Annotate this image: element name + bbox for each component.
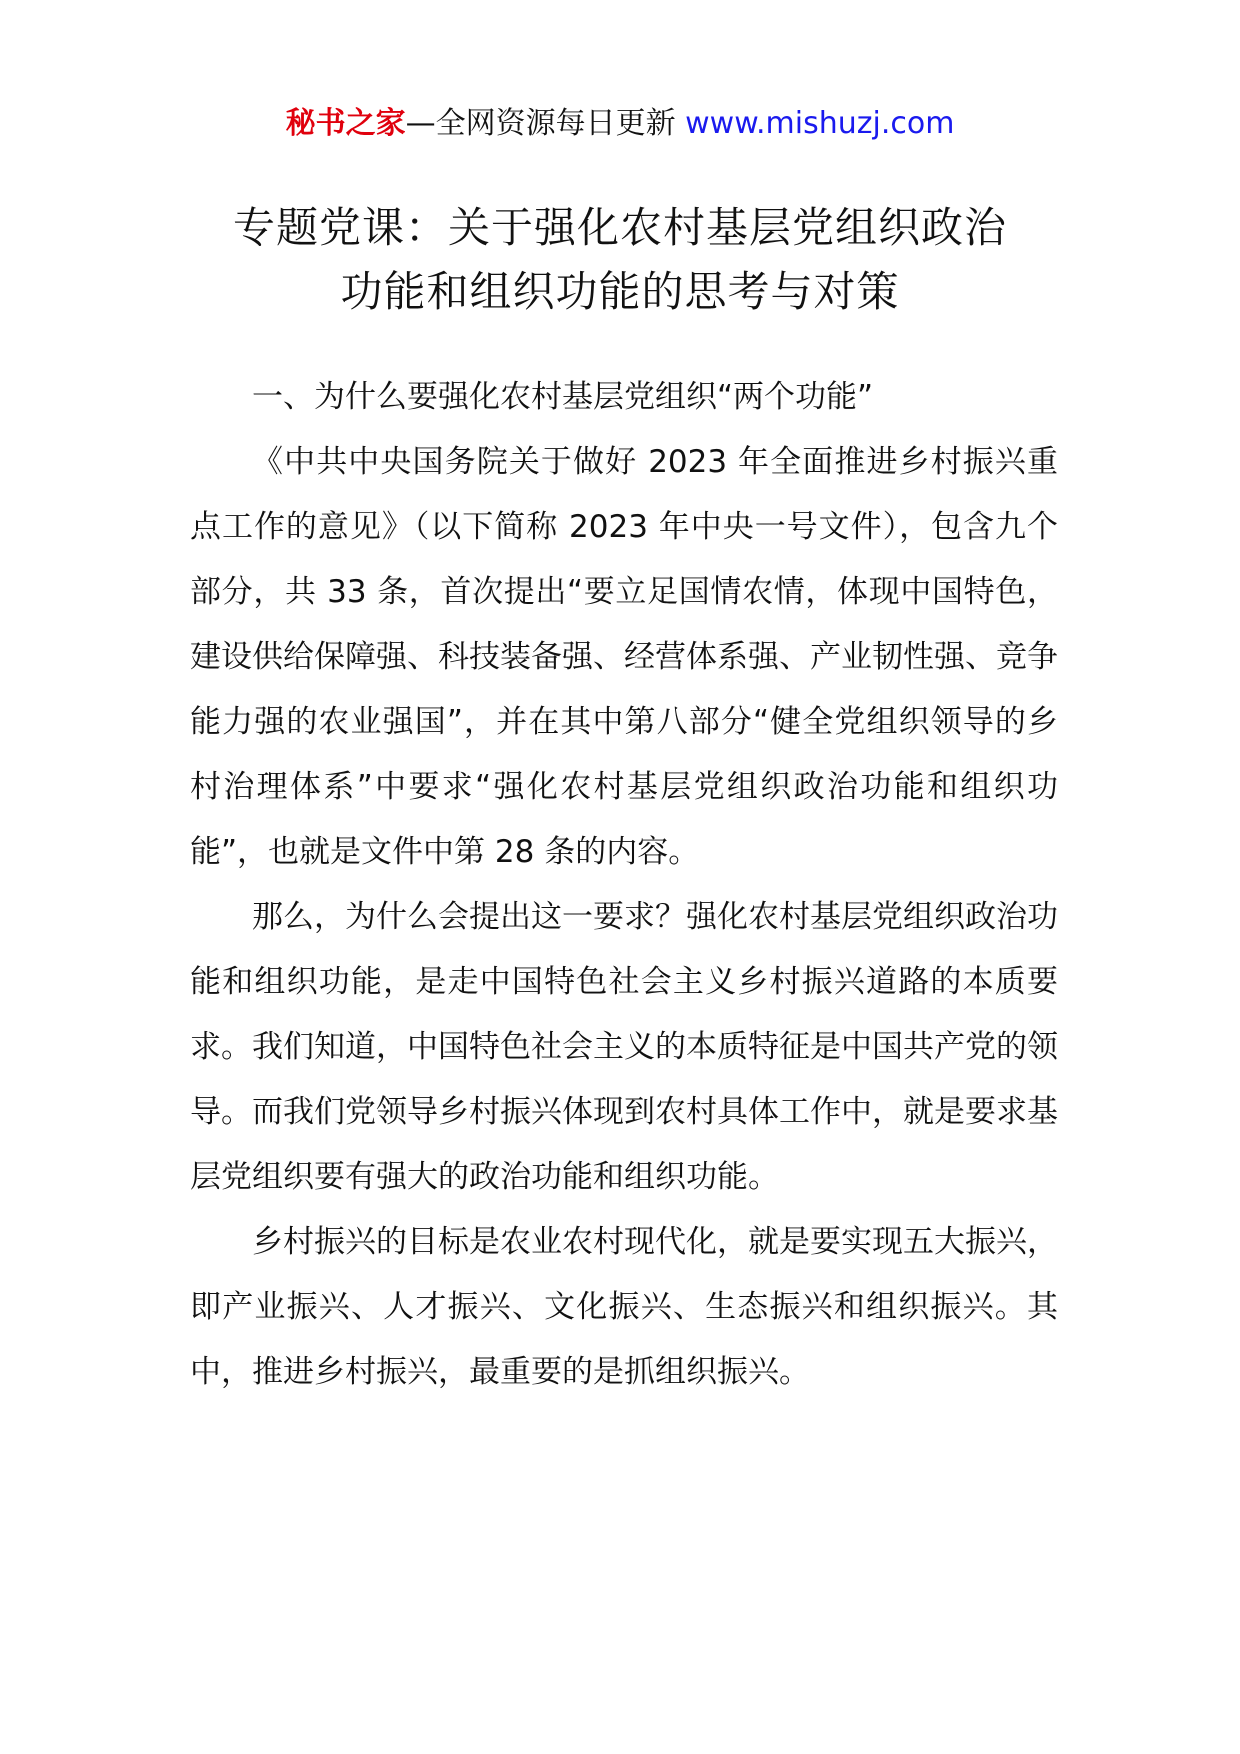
brand-name: 秘书之家 xyxy=(285,106,406,141)
document-body xyxy=(190,365,1058,1405)
header-tagline: —全网资源每日更新 xyxy=(405,106,676,141)
body-paragraph: 《中共中央国务院关于做好 2023 年全面推进乡村振兴重点工作的意见》（以下简称 2023 年中央一号文件），包含九个部分，共 33 条，首次提出“要立足国情农情，体现中国特色，建设供给保障强、科技装备强、经营体系强、产业韧性强、竞争能力强的农业强国”，并在其中第八部分“健全党组织领导的乡村治理体系”中要求“强化农村基层党组织政治功能和组织功能”，也就是文件中第 28 条的内容。 xyxy=(190,444,1058,870)
title-line-1: 专题党课：关于强化农村基层党组织政治 xyxy=(232,203,1007,252)
title-line-2: 功能和组织功能的思考与对策 xyxy=(340,267,900,316)
site-header xyxy=(0,102,1240,146)
body-paragraph: 那么，为什么会提出这一要求？强化农村基层党组织政治功能和组织功能，是走中国特色社会主义乡村振兴道路的本质要求。我们知道，中国特色社会主义的本质特征是中国共产党的领导。而我们党领导乡村振兴体现到农村具体工作中，就是要求基层党组织要有强大的政治功能和组织功能。 xyxy=(190,899,1058,1195)
body-paragraph: 乡村振兴的目标是农业农村现代化，就是要实现五大振兴，即产业振兴、人才振兴、文化振兴、生态振兴和组织振兴。其中，推进乡村振兴，最重要的是抓组织振兴。 xyxy=(190,1224,1058,1390)
site-url: www.mishuzj.com xyxy=(685,106,955,141)
document-title xyxy=(150,196,1090,324)
section-heading: 一、为什么要强化农村基层党组织“两个功能” xyxy=(252,379,874,415)
